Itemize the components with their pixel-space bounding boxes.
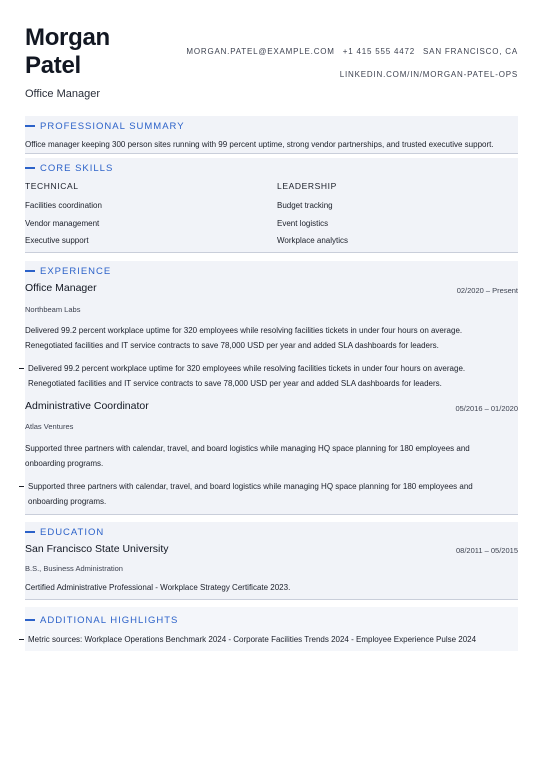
bullet-text: Supported three partners with calendar, travel, and board logistics while managing HQ space planning for 180 employees and onboarding programs. [28, 482, 473, 506]
job-description: Delivered 99.2 percent workplace uptime for 320 employees while resolving facilities tickets in under four hours on average. Renegotiated facilities and IT service contracts to save 78,000 USD per year and added SLA dashboards for leaders. [25, 326, 463, 350]
last-name: Patel [25, 52, 81, 79]
summary-title: PROFESSIONAL SUMMARY [40, 120, 185, 132]
resume-header [25, 24, 518, 104]
experience-heading [25, 265, 111, 277]
section-dash-icon [25, 125, 35, 127]
job-title: Office Manager [25, 282, 97, 294]
skills-heading [25, 162, 113, 174]
section-dash-icon [25, 531, 35, 533]
skills-column-heading: TECHNICAL [25, 181, 79, 191]
education-heading [25, 526, 104, 538]
job-dates: 05/2016 – 01/2020 [455, 404, 518, 413]
bullet-dash-icon [19, 368, 24, 369]
job-company: Northbeam Labs [25, 305, 81, 314]
list-item [19, 632, 494, 647]
section-dash-icon [25, 270, 35, 272]
location-text: SAN FRANCISCO, CA [423, 47, 518, 56]
education-dates: 08/2011 – 05/2015 [455, 546, 518, 555]
highlights-heading [25, 614, 178, 626]
bullet-text: Metric sources: Workplace Operations Benchmark 2024 - Corporate Facilities Trends 2024 - Employee Experience Pulse 2024 [28, 635, 477, 644]
certification-text: Certified Administrative Professional - Workplace Strategy Certificate 2023. [25, 583, 291, 592]
summary-text: Office manager keeping 300 person sites running with 99 percent uptime, strong vendor partnerships, and trusted executive support. [25, 140, 494, 149]
linkedin-link[interactable]: LINKEDIN.COM/IN/MORGAN-PATEL-OPS [339, 70, 518, 79]
skill-item: Budget tracking [277, 201, 333, 210]
education-section [25, 522, 518, 600]
candidate-name [25, 24, 110, 80]
phone-text: +1 415 555 4472 [342, 47, 416, 56]
skill-item: Facilities coordination [25, 201, 102, 210]
candidate-role: Office Manager [25, 88, 101, 100]
email-link[interactable]: MORGAN.PATEL@EXAMPLE.COM [186, 47, 335, 56]
bullet-dash-icon [19, 486, 24, 487]
contact-line [186, 47, 518, 56]
list-item [19, 361, 494, 391]
section-dash-icon [25, 619, 35, 621]
skill-item: Executive support [25, 236, 89, 245]
experience-title: EXPERIENCE [40, 265, 112, 277]
highlights-section [25, 607, 518, 651]
school-name: San Francisco State University [25, 543, 169, 555]
skill-item: Event logistics [277, 219, 329, 228]
first-name: Morgan [25, 24, 110, 51]
job-company: Atlas Ventures [25, 422, 74, 431]
skill-item: Workplace analytics [277, 236, 348, 245]
skills-column-heading: LEADERSHIP [277, 181, 337, 191]
experience-section [25, 261, 518, 515]
skill-item: Vendor management [25, 219, 100, 228]
education-title: EDUCATION [40, 526, 105, 538]
summary-section [25, 116, 518, 154]
summary-heading [25, 120, 185, 132]
job-title: Administrative Coordinator [25, 400, 149, 412]
skills-section [25, 158, 518, 253]
skills-title: CORE SKILLS [40, 162, 114, 174]
job-description: Supported three partners with calendar, travel, and board logistics while managing HQ space planning for 180 employees and onboarding programs. [25, 444, 470, 468]
section-dash-icon [25, 167, 35, 169]
job-dates: 02/2020 – Present [456, 286, 518, 295]
highlights-title: ADDITIONAL HIGHLIGHTS [40, 614, 179, 626]
degree-text: B.S., Business Administration [25, 564, 123, 573]
bullet-dash-icon [19, 639, 24, 640]
list-item [19, 479, 494, 509]
bullet-text: Delivered 99.2 percent workplace uptime for 320 employees while resolving facilities tickets in under four hours on average. Renegotiated facilities and IT service contracts to save 78,000 USD per year and added SLA dashboards for leaders. [28, 364, 466, 388]
